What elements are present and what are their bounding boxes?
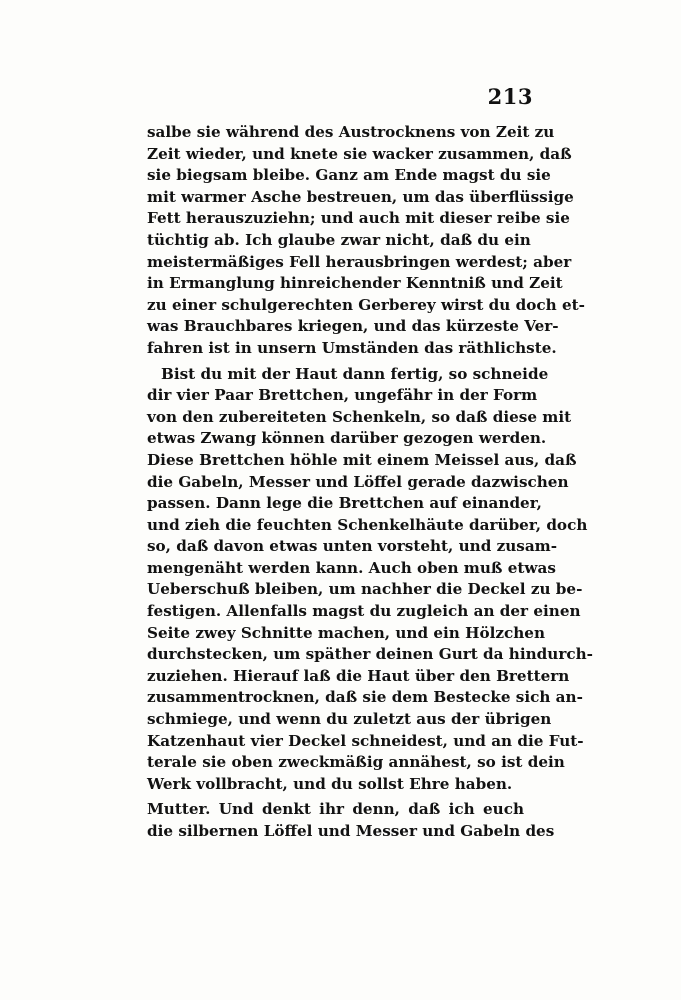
paragraph: [147, 122, 585, 360]
text-line: meistermäßiges Fell herausbringen werdest; aber: [147, 252, 572, 271]
text-line: zu einer schulgerechten Gerberey wirst du doch et-: [147, 295, 585, 314]
text-line: Seite zwey Schnitte machen, und ein Hölzchen: [147, 623, 545, 642]
text-line: dir vier Paar Brettchen, ungefähr in der Form: [147, 386, 538, 405]
text-line: terale sie oben zweckmäßig annähest, so ist dein: [147, 753, 565, 772]
text-line: so, daß davon etwas unten vorsteht, und zusam-: [147, 537, 558, 556]
paragraph: [147, 364, 593, 796]
text-line: passen. Dann lege die Brettchen auf einander,: [147, 494, 542, 513]
text-line: von den zubereiteten Schenkeln, so daß diese mit: [147, 407, 572, 426]
text-line: Fett herauszuziehn; und auch mit dieser reibe sie: [147, 209, 570, 228]
page-number: 213: [487, 84, 533, 109]
text-line: sie biegsam bleibe. Ganz am Ende magst du sie: [147, 166, 551, 185]
text-line: Zeit wieder, und knete sie wacker zusammen, daß: [147, 144, 572, 163]
text-line: fahren ist in unsern Umständen das räthlichste.: [147, 338, 557, 357]
text-line: die silbernen Löffel und Messer und Gabeln des: [147, 822, 555, 840]
text-line: in Ermanglung hinreichender Kenntniß und Zeit: [147, 274, 563, 293]
text-line: tüchtig ab. Ich glaube zwar nicht, daß du ein: [147, 230, 531, 249]
text-line: durchstecken, um späther deinen Gurt da hindurch-: [147, 645, 593, 664]
text-line: Werk vollbracht, und du sollst Ehre haben.: [147, 774, 513, 793]
text-line: mengenäht werden kann. Auch oben muß etwas: [147, 558, 556, 577]
text-line: schmiege, und wenn du zuletzt aus der übrigen: [147, 710, 552, 729]
body-text: [147, 122, 593, 843]
text-line: Ueberschuß bleiben, um nachher die Deckel zu be-: [147, 580, 583, 599]
paragraph: [147, 799, 555, 842]
text-line: zusammentrocknen, daß sie dem Bestecke sich an-: [147, 688, 583, 707]
text-line: zuziehen. Hierauf laß die Haut über den Brettern: [147, 666, 570, 685]
text-line: Katzenhaut vier Deckel schneidest, und an die Fut-: [147, 731, 584, 750]
text-line: Diese Brettchen höhle mit einem Meissel aus, daß: [147, 450, 577, 469]
text-line: salbe sie während des Austrocknens von Zeit zu: [147, 123, 555, 141]
text-line: die Gabeln, Messer und Löffel gerade dazwischen: [147, 472, 569, 491]
text-line: etwas Zwang können darüber gezogen werden.: [147, 429, 547, 448]
text-line: und zieh die feuchten Schenkelhäute darüber, doch: [147, 515, 588, 534]
text-line: was Brauchbares kriegen, und das kürzeste Ver-: [147, 317, 559, 336]
text-line: Bist du mit der Haut dann fertig, so schneide: [161, 364, 549, 383]
text-line: Mutter. Und denkt ihr denn, daß ich euch: [147, 800, 524, 819]
text-line: mit warmer Asche bestreuen, um das überflüssige: [147, 187, 574, 206]
text-line: festigen. Allenfalls magst du zugleich an der einen: [147, 602, 581, 621]
